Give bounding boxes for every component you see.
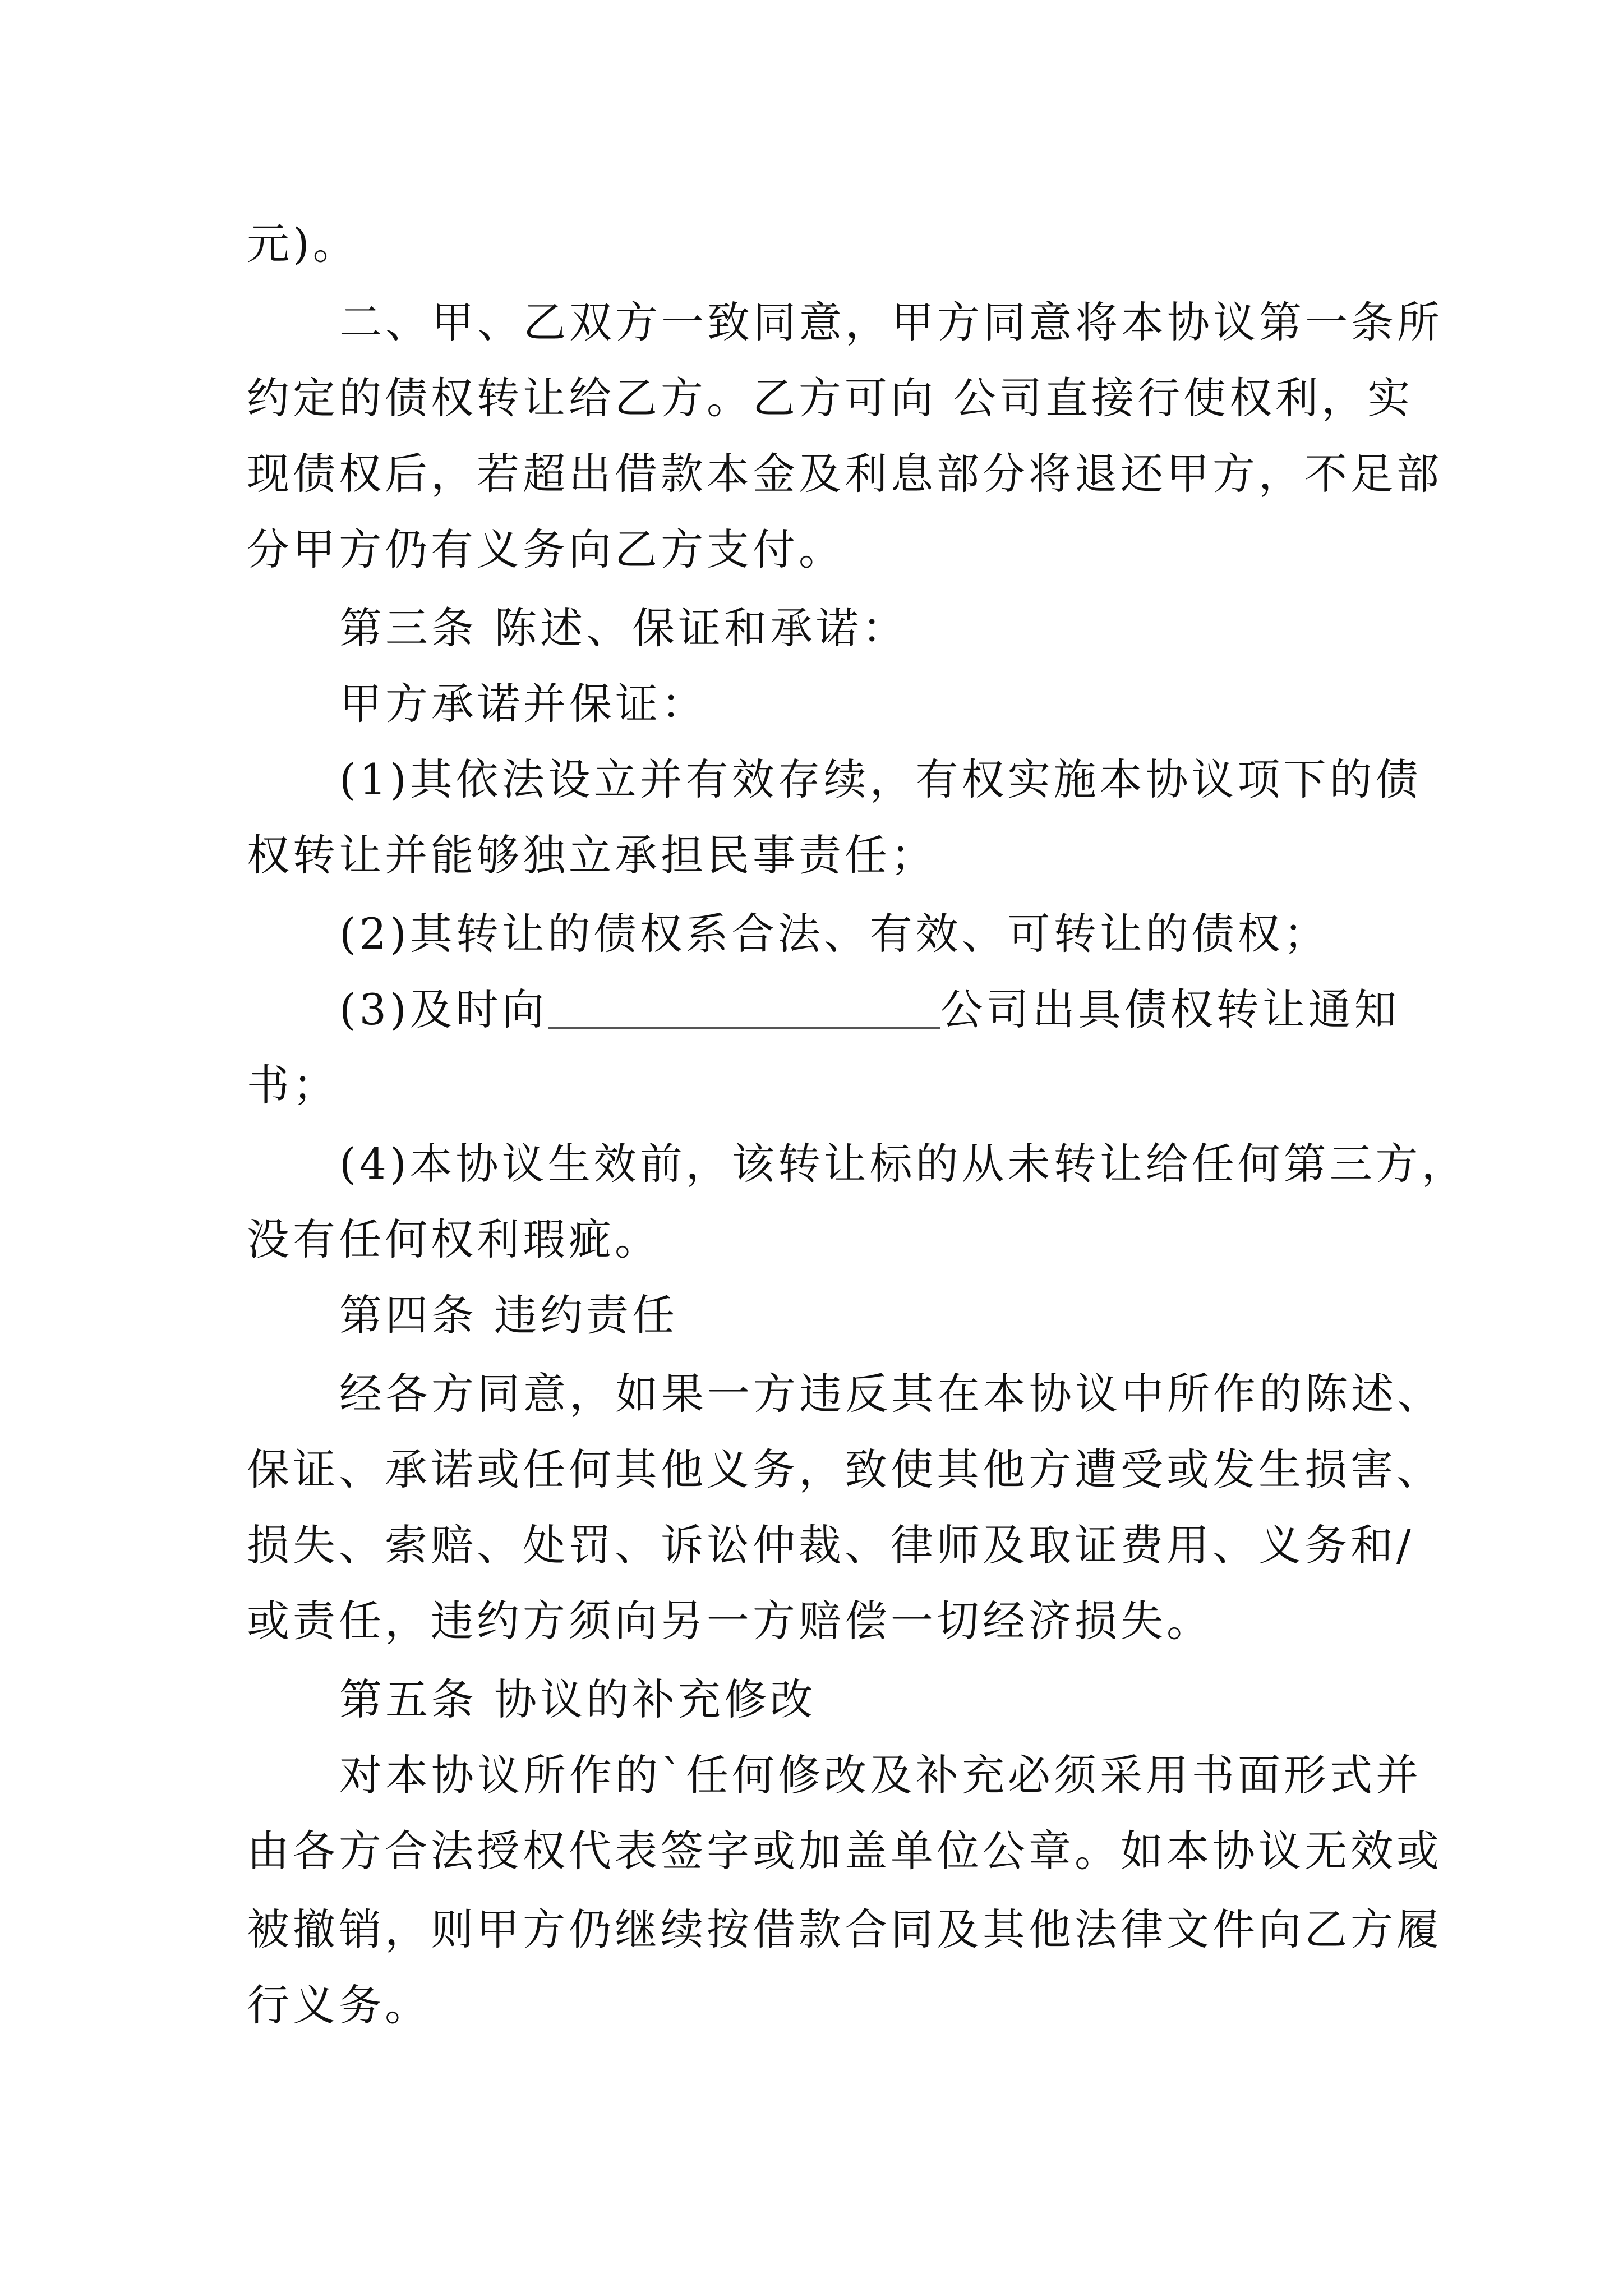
text-line: 书； xyxy=(247,1060,339,1110)
text-line: 元)。 xyxy=(247,219,359,269)
text-line: (1)其依法设立并有效存续，有权实施本协议项下的债 xyxy=(339,754,1422,804)
fill-in-blank xyxy=(548,988,940,1029)
section-heading: 第五条 协议的补充修改 xyxy=(339,1674,817,1724)
text-segment: 公司出具债权转让通知 xyxy=(940,984,1400,1034)
text-line: 二、甲、乙双方一致同意，甲方同意将本协议第一条所 xyxy=(339,297,1443,347)
text-line: 或责任，违约方须向另一方赔偿一切经济损失。 xyxy=(247,1596,1212,1646)
text-line: 对本协议所作的`任何修改及补充必须采用书面形式并 xyxy=(339,1750,1422,1800)
text-line: 被撤销，则甲方仍继续按借款合同及其他法律文件向乙方履 xyxy=(247,1904,1442,1954)
text-line: 约定的债权转让给乙方。乙方可向 公司直接行使权利，实 xyxy=(247,373,1414,423)
text-line: 分甲方仍有义务向乙方支付。 xyxy=(247,524,845,574)
text-line: 没有任何权利瑕疵。 xyxy=(247,1214,661,1264)
text-line: (4)本协议生效前，该转让标的从未转让给任何第三方， xyxy=(339,1139,1468,1189)
text-line: 由各方合法授权代表签字或加盖单位公章。如本协议无效或 xyxy=(247,1826,1442,1876)
text-line: 经各方同意，如果一方违反其在本协议中所作的陈述、 xyxy=(339,1369,1443,1419)
text-line: 损失、索赔、处罚、诉讼仲裁、律师及取证费用、义务和/ xyxy=(247,1520,1414,1570)
text-line: 甲方承诺并保证： xyxy=(339,679,707,729)
text-line: (2)其转让的债权系合法、有效、可转让的债权； xyxy=(339,909,1330,959)
section-heading: 第三条 陈述、保证和承诺： xyxy=(339,603,909,653)
section-heading: 第四条 违约责任 xyxy=(339,1290,679,1340)
text-line: 行义务。 xyxy=(247,1980,431,2030)
text-segment: (3)及时向 xyxy=(339,984,548,1034)
text-line: 现债权后，若超出借款本金及利息部分将退还甲方，不足部 xyxy=(247,449,1442,499)
text-line: 权转让并能够独立承担民事责任； xyxy=(247,830,937,880)
text-line-with-blank xyxy=(339,982,1400,1038)
text-line: 保证、承诺或任何其他义务，致使其他方遭受或发生损害、 xyxy=(247,1444,1442,1494)
